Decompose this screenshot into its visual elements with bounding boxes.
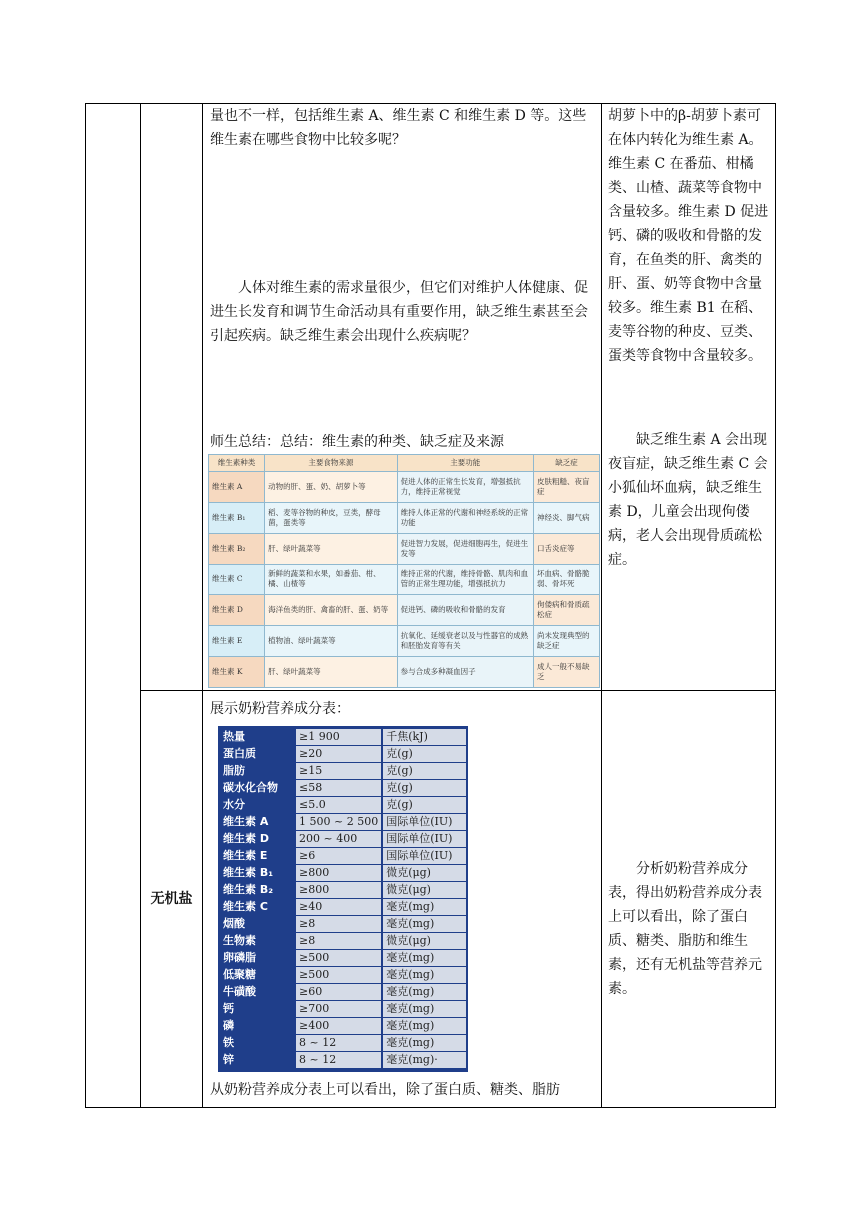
vitamin-header-cell: 主要功能 [397,455,533,472]
milk-table-row [220,763,466,779]
milk-nutrient-name: 脂肪 [220,763,294,779]
milk-nutrient-name: 铁 [220,1035,294,1051]
vitamin-deficiency-notes: 缺乏维生素 A 会出现夜盲症，缺乏维生素 C 会小狐仙坏血病，缺乏维生素 D，儿童会出现佝偻病，老人会出现骨质疏松症。 [608,432,768,568]
table-border-col1 [140,103,141,1108]
vitamin-table-row [209,502,600,533]
milk-nutrient-amount: ≥8 [294,933,381,949]
milk-nutrient-amount: ≥20 [294,746,381,762]
milk-nutrient-unit: 克(g) [381,746,466,762]
milk-nutrient-amount: ≥1 900 [294,729,381,745]
milk-table-row [220,729,466,745]
milk-nutrient-name: 水分 [220,797,294,813]
milk-nutrient-name: 牛磺酸 [220,984,294,1000]
milk-table-row [220,780,466,796]
vitamin-header-cell: 维生素种类 [209,455,265,472]
vitamin-source-cell: 肝、绿叶蔬菜等 [265,533,398,564]
milk-table-row [220,950,466,966]
vitamin-header-cell: 主要食物来源 [265,455,398,472]
vitamin-source-cell: 植物油、绿叶蔬菜等 [265,626,398,657]
milk-nutrient-name: 烟酸 [220,916,294,932]
milk-table-row [220,984,466,1000]
milk-nutrient-name: 低聚糖 [220,967,294,983]
vitamin-source-cell: 新鲜的蔬菜和水果，如番茄、柑、橘、山楂等 [265,564,398,595]
vitamin-function-cell: 参与合成多种凝血因子 [397,657,533,688]
milk-nutrient-amount: 8 ~ 12 [294,1052,381,1068]
table-border-bottom [85,1107,776,1108]
milk-table-row [220,797,466,813]
vitamin-name-cell: 维生素 E [209,626,265,657]
milk-nutrient-unit: 毫克(mg) [381,1018,466,1034]
vitamin-name-cell: 维生素 C [209,564,265,595]
table-border-left [85,103,86,1108]
milk-table-row [220,746,466,762]
milk-table-row [220,848,466,864]
table-border-col2 [202,103,203,1108]
vitamin-summary-table [208,454,600,688]
milk-nutrient-unit: 克(g) [381,797,466,813]
vitamin-source-cell: 动物的肝、蛋、奶、胡萝卜等 [265,472,398,503]
milk-table-row [220,831,466,847]
milk-nutrient-name: 维生素 E [220,848,294,864]
milk-table-row [220,967,466,983]
vitamin-deficiency-cell: 佝偻病和骨质疏松症 [533,595,599,626]
vitamin-summary-heading: 师生总结：总结：维生素的种类、缺乏症及来源 [210,434,504,450]
milk-nutrient-unit: 毫克(mg)· [381,1052,466,1068]
milk-nutrient-unit: 毫克(mg) [381,1035,466,1051]
milk-nutrient-unit: 克(g) [381,763,466,779]
vitamin-name-cell: 维生素 A [209,472,265,503]
milk-table-row [220,814,466,830]
milk-nutrient-unit: 毫克(mg) [381,916,466,932]
milk-nutrient-unit: 毫克(mg) [381,967,466,983]
milk-nutrient-name: 碳水化合物 [220,780,294,796]
milk-nutrient-unit: 克(g) [381,780,466,796]
vitamin-function-cell: 促进智力发展，促进细胞再生，促进生发等 [397,533,533,564]
milk-table-row [220,1018,466,1034]
milk-nutrient-amount: 1 500 ~ 2 500 [294,814,381,830]
vitamin-source-cell: 肝、绿叶蔬菜等 [265,657,398,688]
table-border-col3 [601,103,602,1108]
milk-nutrient-unit: 毫克(mg) [381,1001,466,1017]
milk-nutrient-amount: ≥800 [294,865,381,881]
vitamin-source-cell: 海洋鱼类的肝、禽畜的肝、蛋、奶等 [265,595,398,626]
milk-nutrient-name: 维生素 B₂ [220,882,294,898]
milk-nutrient-name: 维生素 A [220,814,294,830]
vitamin-deficiency-cell: 口舌炎症等 [533,533,599,564]
vitamin-function-cell: 维持正常的代谢，维持骨骼、肌肉和血管的正常生理功能，增强抵抗力 [397,564,533,595]
milk-table-row [220,899,466,915]
milk-nutrient-name: 钙 [220,1001,294,1017]
vitamin-source-cell: 稻、麦等谷物的种皮，豆类，酵母菌，蛋类等 [265,502,398,533]
vitamin-name-cell: 维生素 B₂ [209,533,265,564]
vitamin-deficiency-cell: 皮肤粗糙、夜盲症 [533,472,599,503]
vitamin-table-row [209,595,600,626]
milk-nutrition-table [218,726,468,1072]
vitamin-name-cell: 维生素 K [209,657,265,688]
milk-nutrient-name: 卵磷脂 [220,950,294,966]
milk-analysis-notes: 分析奶粉营养成分表，得出奶粉营养成分表上可以看出，除了蛋白质、糖类、脂肪和维生素，还有无机盐等营养元素。 [608,861,762,997]
vitamin-name-cell: 维生素 B₁ [209,502,265,533]
milk-nutrient-name: 磷 [220,1018,294,1034]
vitamin-table-row [209,657,600,688]
milk-nutrient-unit: 千焦(kJ) [381,729,466,745]
milk-nutrient-amount: ≥800 [294,882,381,898]
milk-table-row [220,1001,466,1017]
milk-table-row [220,916,466,932]
milk-nutrient-name: 热量 [220,729,294,745]
vitamin-deficiency-cell: 神经炎、脚气病 [533,502,599,533]
milk-nutrient-amount: ≥6 [294,848,381,864]
milk-nutrient-unit: 国际单位(IU) [381,814,466,830]
vitamin-importance-text: 人体对维生素的需求量很少，但它们对维护人体健康、促进生长发育和调节生命活动具有重要作用，缺乏维生素甚至会引起疾病。缺乏维生素会出现什么疾病呢？ [210,280,588,344]
milk-nutrient-amount: ≥500 [294,950,381,966]
milk-table-row [220,1035,466,1051]
milk-nutrient-amount: ≥15 [294,763,381,779]
vitamin-deficiency-cell: 成人一般不易缺乏 [533,657,599,688]
milk-nutrient-name: 锌 [220,1052,294,1068]
vitamin-function-cell: 维持人体正常的代谢和神经系统的正常功能 [397,502,533,533]
milk-nutrient-name: 维生素 C [220,899,294,915]
milk-nutrient-amount: ≥60 [294,984,381,1000]
vitamin-header-cell: 缺乏症 [533,455,599,472]
vitamin-function-cell: 抗氧化、延缓衰老以及与性器官的成熟和胚胎发育等有关 [397,626,533,657]
milk-nutrient-name: 生物素 [220,933,294,949]
milk-nutrient-unit: 毫克(mg) [381,984,466,1000]
table-border-right [775,103,776,1108]
vitamin-deficiency-cell: 尚未发现典型的缺乏症 [533,626,599,657]
vitamin-table-row [209,533,600,564]
milk-nutrient-amount: ≥400 [294,1018,381,1034]
milk-nutrient-unit: 国际单位(IU) [381,831,466,847]
vitamin-table-row [209,472,600,503]
milk-table-intro: 展示奶粉营养成分表： [210,701,350,717]
milk-nutrient-unit: 毫克(mg) [381,950,466,966]
milk-nutrient-amount: ≥8 [294,916,381,932]
vitamin-table-row [209,564,600,595]
section-label-minerals: 无机盐 [150,891,193,907]
milk-nutrient-name: 维生素 B₁ [220,865,294,881]
milk-table-conclusion: 从奶粉营养成分表上可以看出，除了蛋白质、糖类、脂肪 [210,1082,560,1098]
milk-nutrition-grid [220,728,466,1069]
milk-nutrient-unit: 微克(μg) [381,865,466,881]
milk-nutrient-amount: ≥700 [294,1001,381,1017]
milk-nutrient-amount: ≥500 [294,967,381,983]
milk-table-row [220,865,466,881]
milk-nutrient-amount: ≤58 [294,780,381,796]
vitamin-intro-text: 量也不一样，包括维生素 A、维生素 C 和维生素 D 等。这些维生素在哪些食物中比较多呢？ [210,108,587,148]
vitamin-deficiency-cell: 坏血病、骨骼脆弱、骨坏死 [533,564,599,595]
vitamin-table-header [209,455,600,472]
milk-table-row [220,882,466,898]
vitamin-source-notes: 胡萝卜中的β-胡萝卜素可在体内转化为维生素 A。维生素 C 在番茄、柑橘类、山楂、蔬菜等食物中含量较多。维生素 D 促进钙、磷的吸收和骨骼的发育，在鱼类的肝、禽类的肝、蛋、奶等食物中含量较多。维生素 B1 在稻、麦等谷物的种皮、豆类、蛋类等食物中含量较多。 [608,108,769,364]
milk-nutrient-unit: 微克(μg) [381,882,466,898]
milk-nutrient-unit: 微克(μg) [381,933,466,949]
milk-nutrient-amount: ≤5.0 [294,797,381,813]
milk-table-row [220,933,466,949]
milk-nutrient-name: 维生素 D [220,831,294,847]
vitamin-table-row [209,626,600,657]
milk-nutrient-name: 蛋白质 [220,746,294,762]
vitamin-name-cell: 维生素 D [209,595,265,626]
milk-table-row [220,1052,466,1068]
milk-nutrient-unit: 毫克(mg) [381,899,466,915]
milk-nutrient-amount: 200 ~ 400 [294,831,381,847]
milk-nutrient-amount: 8 ~ 12 [294,1035,381,1051]
vitamin-function-cell: 促进钙、磷的吸收和骨骼的发育 [397,595,533,626]
table-row-divider [140,690,776,691]
milk-nutrient-unit: 国际单位(IU) [381,848,466,864]
vitamin-function-cell: 促进人体的正常生长发育，增强抵抗力，维持正常视觉 [397,472,533,503]
milk-nutrient-amount: ≥40 [294,899,381,915]
